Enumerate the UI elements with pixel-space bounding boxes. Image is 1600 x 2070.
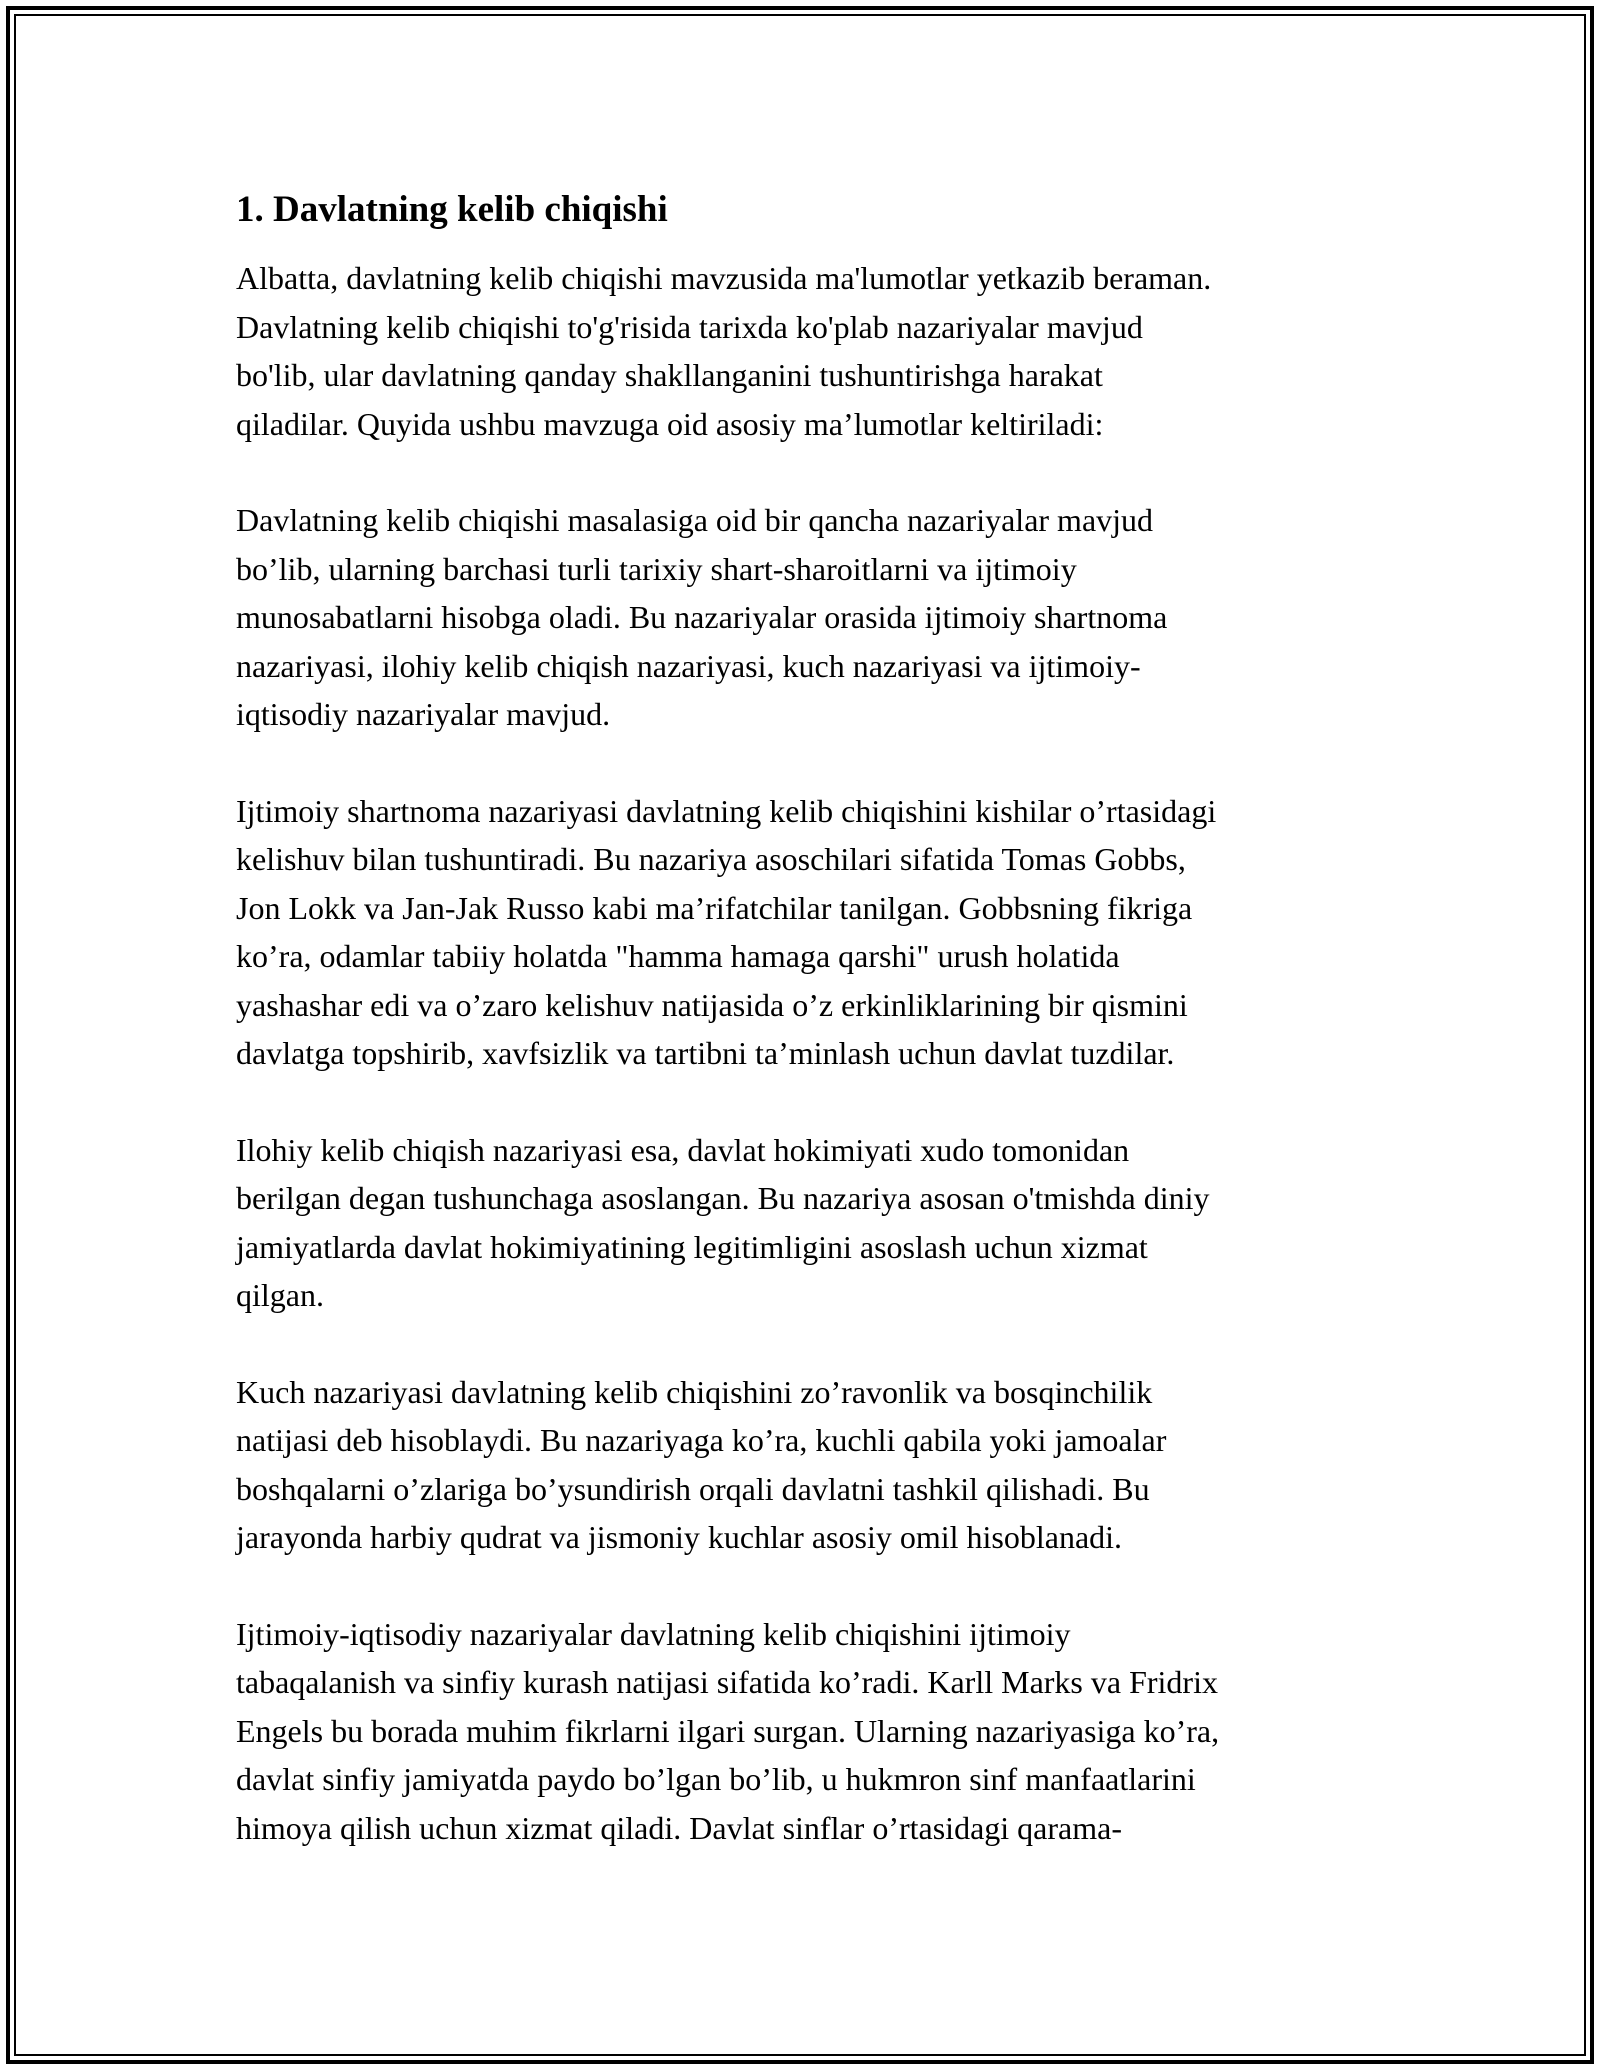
section-heading: 1. Davlatning kelib chiqishi bbox=[236, 189, 668, 230]
text-line: davlatga topshirib, xavfsizlik va tartibni ta’minlash uchun davlat tuzdilar. bbox=[236, 1035, 1175, 1071]
text-line: Jon Lokk va Jan-Jak Russo kabi ma’rifatchilar tanilgan. Gobbsning fikriga bbox=[236, 889, 1193, 926]
text-line: kelishuv bilan tushuntiradi. Bu nazariya asoschilari sifatida Tomas Gobbs, bbox=[236, 841, 1186, 877]
text-line: bo'lib, ular davlatning qanday shakllanganini tushuntirishga harakat bbox=[236, 357, 1103, 393]
paragraph-theories-overview bbox=[236, 496, 1396, 739]
paragraph-social-contract bbox=[236, 787, 1396, 1078]
text-line: Engels bu borada muhim fikrlarni ilgari surgan. Ularning nazariyasiga ko’ra, bbox=[236, 1712, 1220, 1749]
paragraph-divine-origin bbox=[236, 1126, 1396, 1320]
text-line: davlat sinfiy jamiyatda paydo bo’lgan bo’lib, u hukmron sinf manfaatlarini bbox=[236, 1761, 1196, 1797]
paragraph-socio-economic bbox=[236, 1610, 1396, 1853]
text-line: bo’lib, ularning barchasi turli tarixiy shart-sharoitlarni va ijtimoiy bbox=[236, 550, 1077, 587]
text-line: Ijtimoiy-iqtisodiy nazariyalar davlatning kelib chiqishini ijtimoiy bbox=[236, 1615, 1071, 1652]
text-line: nazariyasi, ilohiy kelib chiqish nazariyasi, kuch nazariyasi va ijtimoiy- bbox=[236, 647, 1141, 684]
paragraph-force-theory bbox=[236, 1368, 1396, 1562]
text-line: Ilohiy kelib chiqish nazariyasi esa, davlat hokimiyati xudo tomonidan bbox=[236, 1131, 1130, 1168]
text-line: natijasi deb hisoblaydi. Bu nazariyaga ko’ra, kuchli qabila yoki jamoalar bbox=[236, 1422, 1167, 1458]
text-line: ko’ra, odamlar tabiiy holatda "hamma hamaga qarshi" urush holatida bbox=[236, 938, 1120, 974]
document-content bbox=[236, 186, 1396, 1900]
text-line: Davlatning kelib chiqishi masalasiga oid bir qancha nazariyalar mavjud bbox=[236, 502, 1154, 538]
text-line: munosabatlarni hisobga oladi. Bu nazariyalar orasida ijtimoiy shartnoma bbox=[236, 599, 1168, 635]
text-line: jamiyatlarda davlat hokimiyatining legitimligini asoslash uchun xizmat bbox=[236, 1228, 1148, 1265]
paragraph-intro bbox=[236, 254, 1396, 448]
text-line: qiladilar. Quyida ushbu mavzuga oid asosiy ma’lumotlar keltiriladi: bbox=[236, 405, 1104, 442]
text-line: berilgan degan tushunchaga asoslangan. Bu nazariya asosan o'tmishda diniy bbox=[236, 1180, 1210, 1216]
text-line: yashashar edi va o’zaro kelishuv natijasida o’z erkinliklarining bir qismini bbox=[236, 986, 1188, 1023]
text-line: Albatta, davlatning kelib chiqishi mavzusida ma'lumotlar yetkazib beraman. bbox=[236, 260, 1212, 296]
text-line: Ijtimoiy shartnoma nazariyasi davlatning kelib chiqishini kishilar o’rtasidagi bbox=[236, 792, 1217, 829]
text-line: jarayonda harbiy qudrat va jismoniy kuchlar asosiy omil hisoblanadi. bbox=[236, 1519, 1123, 1555]
text-line: tabaqalanish va sinfiy kurash natijasi sifatida ko’radi. Karll Marks va Fridrix bbox=[236, 1664, 1218, 1700]
text-line: qilgan. bbox=[236, 1277, 324, 1313]
text-line: Kuch nazariyasi davlatning kelib chiqishini zo’ravonlik va bosqinchilik bbox=[236, 1373, 1153, 1410]
text-line: boshqalarni o’zlariga bo’ysundirish orqali davlatni tashkil qilishadi. Bu bbox=[236, 1470, 1150, 1507]
text-line: Davlatning kelib chiqishi to'g'risida tarixda ko'plab nazariyalar mavjud bbox=[236, 308, 1143, 345]
text-line: iqtisodiy nazariyalar mavjud. bbox=[236, 696, 611, 732]
text-line: himoya qilish uchun xizmat qiladi. Davlat sinflar o’rtasidagi qarama- bbox=[236, 1809, 1122, 1846]
